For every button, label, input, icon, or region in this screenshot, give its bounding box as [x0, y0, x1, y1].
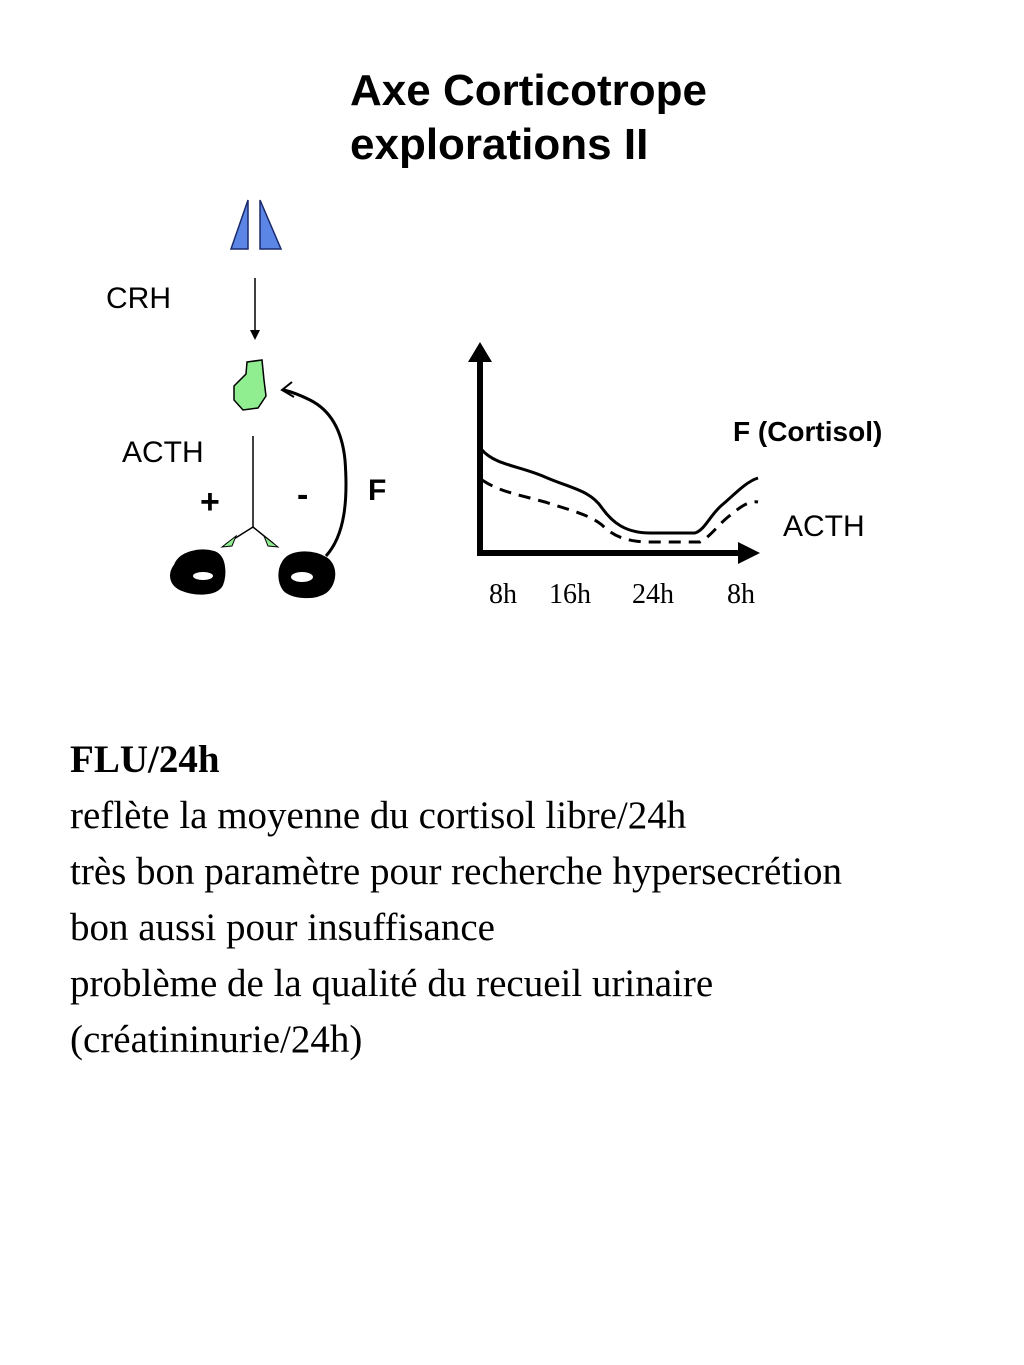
- title-line-2: explorations II: [350, 120, 649, 169]
- feedback-arrow-head: [282, 382, 294, 397]
- crh-arrow-head: [250, 330, 260, 340]
- f-label: F: [368, 474, 387, 507]
- x-tick-label-1: 8h: [489, 579, 517, 610]
- title-line-1: Axe Corticotrope: [350, 66, 707, 115]
- acth-label: ACTH: [122, 436, 204, 469]
- circadian-chart: [468, 342, 882, 610]
- hypothalamus-right-lobe: [260, 200, 281, 249]
- crh-label: CRH: [106, 282, 171, 315]
- series-line-cortisol: [482, 450, 758, 533]
- content-line-1: reflète la moyenne du cortisol libre/24h: [70, 794, 687, 837]
- corticotrope-axis-diagram: [0, 0, 1024, 660]
- content-line-4: problème de la qualité du recueil urinaire: [70, 962, 714, 1005]
- x-tick-label-2: 16h: [549, 579, 591, 610]
- adrenal-left-icon: [171, 551, 224, 594]
- content-block: [70, 732, 1010, 1068]
- legend-acth: ACTH: [783, 510, 865, 543]
- chart-x-axis-arrow: [738, 542, 760, 564]
- content-heading: FLU/24h: [70, 738, 220, 781]
- acth-arrow-head-left: [222, 536, 236, 547]
- content-line-3: bon aussi pour insuffisance: [70, 906, 495, 949]
- adrenal-right-icon: [279, 552, 334, 597]
- feedback-arrow: [284, 390, 346, 556]
- hypothalamus-icon: [231, 200, 281, 249]
- minus-sign: -: [297, 476, 309, 514]
- pituitary-icon: [234, 360, 266, 410]
- legend-cortisol: F (Cortisol): [733, 416, 883, 447]
- acth-arrow-head-right: [264, 536, 278, 547]
- x-tick-label-3: 24h: [632, 579, 674, 610]
- chart-y-axis-arrow: [468, 342, 492, 362]
- plus-sign: +: [200, 483, 220, 521]
- content-line-5: (créatininurie/24h): [70, 1018, 363, 1061]
- hypothalamus-left-lobe: [231, 200, 248, 249]
- x-tick-label-4: 8h: [727, 579, 755, 610]
- content-line-2: très bon paramètre pour recherche hypersecrétion: [70, 850, 843, 893]
